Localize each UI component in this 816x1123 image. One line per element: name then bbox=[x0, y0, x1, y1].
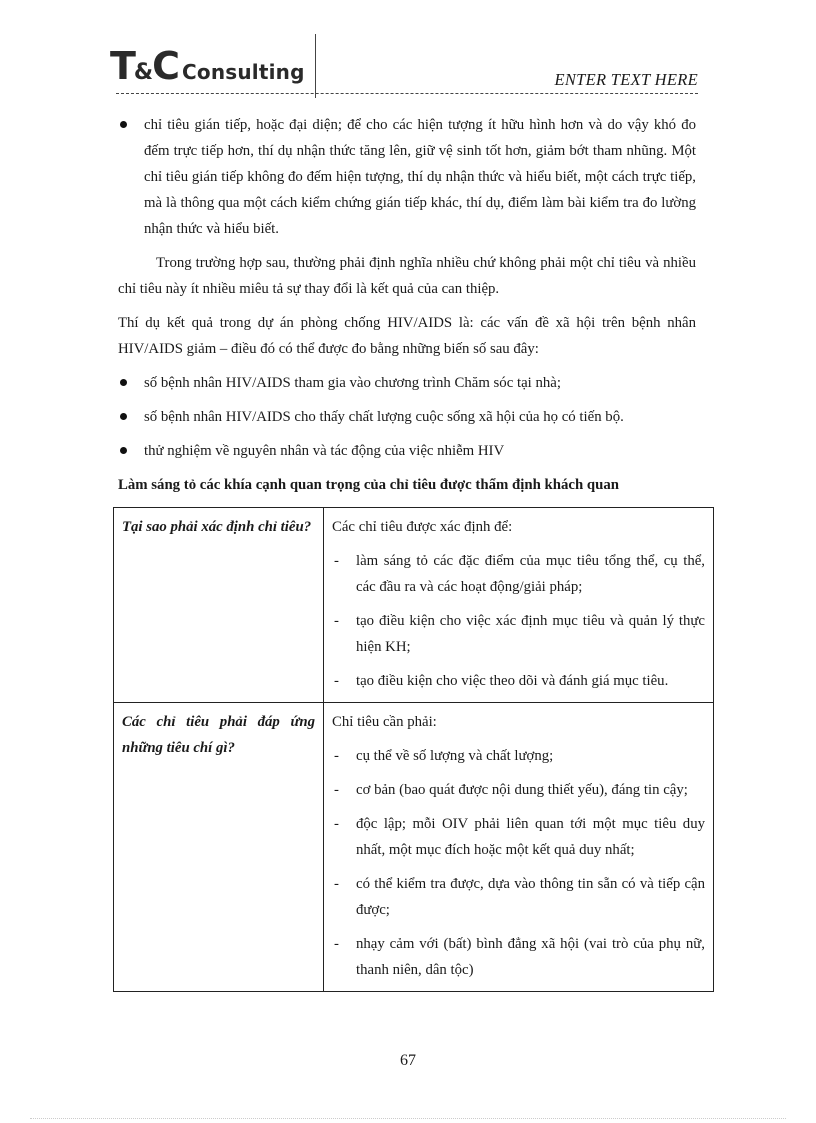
answer-cell bbox=[324, 508, 714, 703]
page-body bbox=[118, 112, 696, 498]
dash-marker: - bbox=[334, 876, 339, 892]
bullet-icon bbox=[120, 447, 127, 454]
paragraph-case: Trong trường hợp sau, thường phải định nghĩa nhiều chứ không phải một chỉ tiêu và nhiều chỉ tiêu này ít nhiều miêu tả sự thay đổi là kết quả của can thiệp. bbox=[118, 255, 696, 297]
answer-item bbox=[332, 811, 705, 863]
bullet-text: số bệnh nhân HIV/AIDS tham gia vào chương trình Chăm sóc tại nhà; bbox=[144, 375, 561, 391]
answer-item bbox=[332, 777, 705, 803]
dash-marker: - bbox=[334, 748, 339, 764]
answer-item-text: cơ bản (bao quát được nội dung thiết yếu), đáng tin cậy; bbox=[356, 782, 688, 798]
list-item bbox=[118, 370, 696, 396]
list-item bbox=[118, 404, 696, 430]
bullet-icon bbox=[120, 413, 127, 420]
answer-item-text: làm sáng tỏ các đặc điểm của mục tiêu tổng thể, cụ thể, các đầu ra và các hoạt động/giải pháp; bbox=[356, 553, 705, 595]
table-row bbox=[114, 703, 714, 992]
company-logo bbox=[110, 44, 305, 88]
answer-item bbox=[332, 608, 705, 660]
dash-marker: - bbox=[334, 936, 339, 952]
answer-item-text: có thể kiểm tra được, dựa vào thông tin sẵn có và tiếp cận được; bbox=[356, 876, 705, 918]
header-right-text: ENTER TEXT HERE bbox=[554, 70, 698, 89]
answer-item-text: tạo điều kiện cho việc theo dõi và đánh giá mục tiêu. bbox=[356, 673, 669, 689]
bullet-text: số bệnh nhân HIV/AIDS cho thấy chất lượng cuộc sống xã hội của họ có tiến bộ. bbox=[144, 409, 624, 425]
criteria-table bbox=[113, 507, 714, 992]
answer-item bbox=[332, 668, 705, 694]
question-cell: Tại sao phải xác định chỉ tiêu? bbox=[114, 508, 324, 703]
paragraph-example: Thí dụ kết quả trong dự án phòng chống HIV/AIDS là: các vấn đề xã hội trên bệnh nhân HIV/AIDS giảm – điều đó có thể được đo bằng những biến số sau đây: bbox=[118, 315, 696, 357]
answer-item bbox=[332, 743, 705, 769]
header-dashed-rule bbox=[116, 93, 698, 94]
answer-item-text: nhạy cảm với (bất) bình đẳng xã hội (vai trò của phụ nữ, thanh niên, dân tộc) bbox=[356, 936, 705, 978]
list-item bbox=[118, 438, 696, 464]
answer-item-text: tạo điều kiện cho việc xác định mục tiêu và quản lý thực hiện KH; bbox=[356, 613, 705, 655]
answer-intro: Các chỉ tiêu được xác định để: bbox=[332, 519, 513, 535]
section-heading: Làm sáng tỏ các khía cạnh quan trọng của chỉ tiêu được thẩm định khách quan bbox=[118, 477, 619, 493]
logo-letter-t: T bbox=[110, 44, 135, 88]
dash-marker: - bbox=[334, 816, 339, 832]
question-cell: Các chỉ tiêu phải đáp ứng những tiêu chí gì? bbox=[114, 703, 324, 992]
logo-ampersand: & bbox=[133, 60, 154, 85]
bullet-text: chỉ tiêu gián tiếp, hoặc đại diện; để cho các hiện tượng ít hữu hình hơn và do vậy khó đo đếm trực tiếp hơn, thí dụ nhận thức tăng lên, giữ vệ sinh tốt hơn, giảm bớt tham nhũng. Một chỉ tiêu gián tiếp không đo đếm hiện tượng, thí dụ nhận thức và hiểu biết, một cách trực tiếp, mà là thông qua một cách kiểm chứng gián tiếp khác, thí dụ, điểm làm bài kiểm tra đo lường nhận thức và hiểu biết. bbox=[144, 117, 696, 237]
dash-marker: - bbox=[334, 673, 339, 689]
bullet-icon bbox=[120, 121, 127, 128]
dash-marker: - bbox=[334, 613, 339, 629]
table-row bbox=[114, 508, 714, 703]
answer-cell bbox=[324, 703, 714, 992]
answer-item-text: độc lập; mỗi OIV phải liên quan tới một mục tiêu duy nhất, một mục đích hoặc một kết quả duy nhất; bbox=[356, 816, 705, 858]
answer-item bbox=[332, 931, 705, 983]
logo-word: Consulting bbox=[182, 60, 305, 84]
dash-marker: - bbox=[334, 782, 339, 798]
dash-marker: - bbox=[334, 553, 339, 569]
answer-intro: Chỉ tiêu cần phải: bbox=[332, 714, 437, 730]
answer-item bbox=[332, 871, 705, 923]
page-bottom-rule bbox=[30, 1118, 786, 1119]
bullet-icon bbox=[120, 379, 127, 386]
answer-item bbox=[332, 548, 705, 600]
bullet-indirect-indicator bbox=[118, 112, 696, 242]
logo-letter-c: C bbox=[152, 44, 180, 88]
answer-item-text: cụ thể về số lượng và chất lượng; bbox=[356, 748, 554, 764]
bullet-text: thử nghiệm về nguyên nhân và tác động của việc nhiễm HIV bbox=[144, 443, 505, 459]
page-number: 67 bbox=[400, 1052, 416, 1069]
header-vertical-rule bbox=[315, 34, 316, 98]
